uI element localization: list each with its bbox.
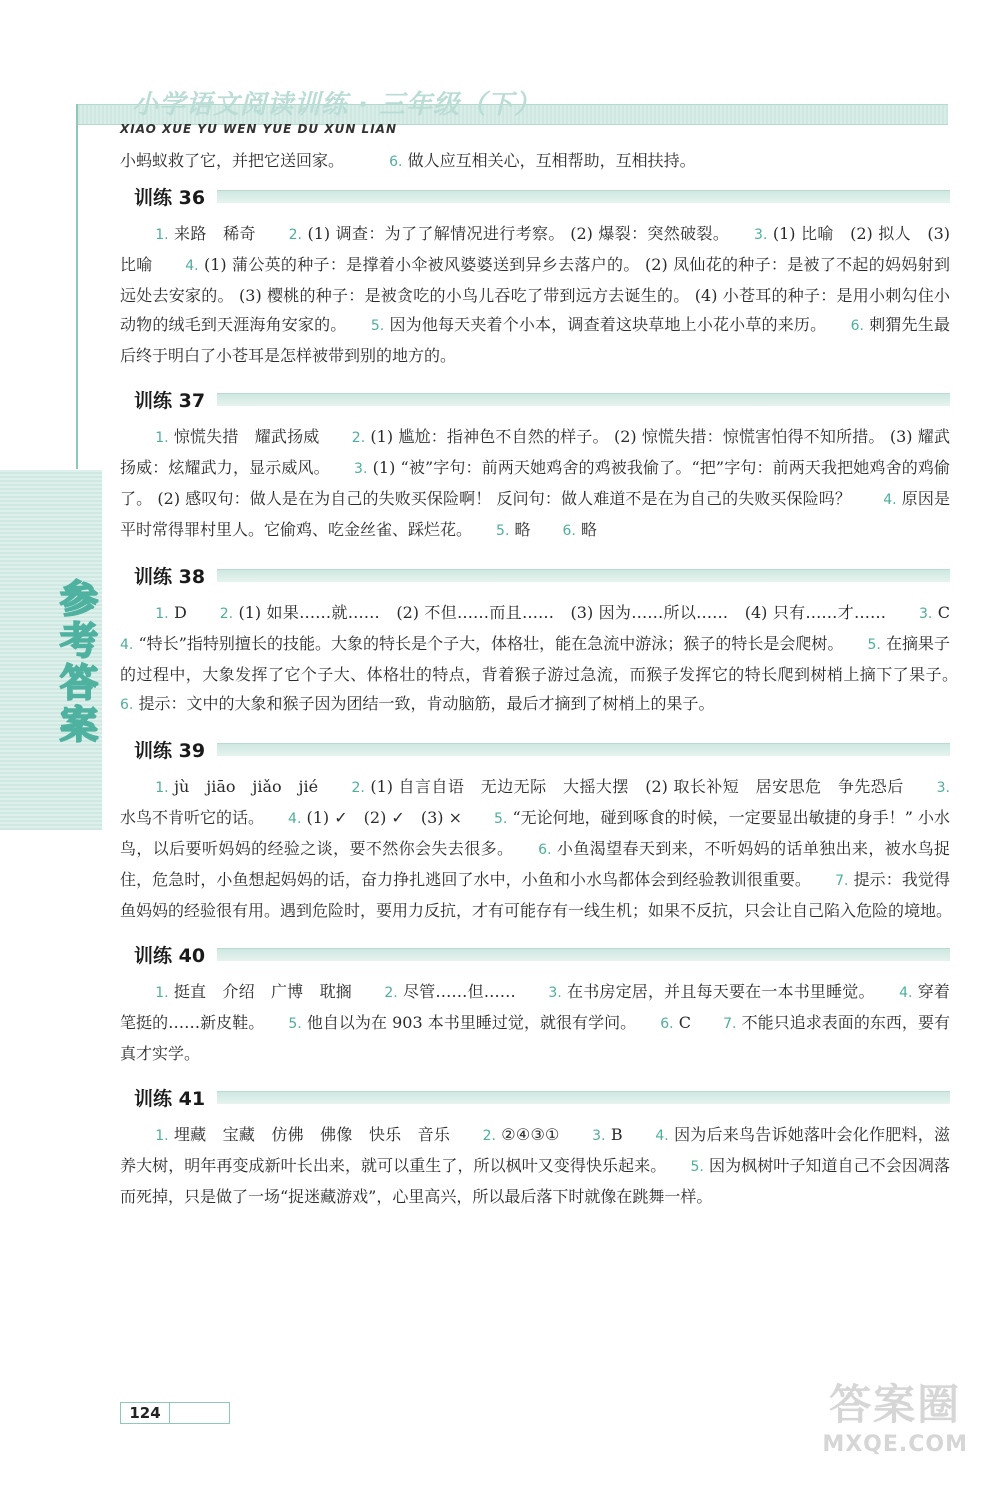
question-number: 5. bbox=[494, 811, 508, 827]
section-title: 训练 37 bbox=[134, 389, 206, 412]
question-number: 3. bbox=[548, 985, 562, 1001]
answer-text: jù jiāo jiǎo jié bbox=[174, 777, 319, 796]
question-number: 4. bbox=[120, 637, 134, 653]
question-number: 3. bbox=[754, 227, 768, 243]
question-number: 1. bbox=[155, 227, 169, 243]
question-number: 3. bbox=[592, 1128, 606, 1144]
answer-text: 挺直 介绍 广博 耽搁 bbox=[173, 982, 352, 1001]
section-title: 训练 40 bbox=[134, 944, 206, 967]
question-number: 4. bbox=[655, 1128, 669, 1144]
answer-text: (1) 调查：为了了解情况进行考察。 (2) 爆裂：突然破裂。 bbox=[307, 224, 722, 243]
answer-text: 在书房定居，并且每天要在一本书里睡觉。 bbox=[567, 982, 867, 1001]
question-number: 6. bbox=[660, 1016, 674, 1032]
question-number: 1. bbox=[155, 985, 169, 1001]
answer-content bbox=[120, 146, 950, 1221]
answer-text: 原因是平时常得罪村里人。它偷鸡、吃金丝雀、踩烂花。 bbox=[120, 489, 950, 539]
answer-text: 提示：我觉得鱼妈妈的经验很有用。遇到危险时，要用力反抗，才有可能存有一线生机；如果不反抗，只会让自己陷入危险的境地。 bbox=[120, 870, 950, 920]
answer-paragraph bbox=[120, 219, 950, 370]
question-number: 2. bbox=[288, 227, 302, 243]
section-title-band bbox=[217, 393, 950, 406]
question-number: 1. bbox=[155, 780, 169, 796]
page-number: 124 bbox=[121, 1403, 170, 1423]
answer-text: 提示：文中的大象和猴子因为团结一致，肯动脑筋，最后才摘到了树梢上的果子。 bbox=[138, 694, 707, 713]
answer-text: (1) “被”字句：前两天她鸡舍的鸡被我偷了。“把”字句：前两天我把她鸡舍的鸡偷了。 (2) 感叹句：做人是在为自己的失败买保险啊！ 反问句：做人难道不是在为自己的失败买保险吗？ bbox=[120, 458, 950, 508]
question-number: 1. bbox=[155, 430, 169, 446]
answer-paragraph bbox=[120, 598, 950, 720]
page-number-box bbox=[120, 1402, 230, 1424]
section-title-band bbox=[217, 1091, 950, 1104]
book-title: 小学语文阅读训练 · 三年级（下） bbox=[132, 90, 541, 120]
question-number: 6. bbox=[562, 523, 576, 539]
question-number: 2. bbox=[482, 1128, 496, 1144]
question-number: 3. bbox=[354, 461, 368, 477]
answer-text: 在摘果子的过程中，大象发挥了它个子大、体格壮的特点，背着猴子游过急流，而猴子发挥它的特长爬到树梢上摘下了果子。 bbox=[120, 634, 950, 684]
question-number: 1. bbox=[155, 606, 169, 622]
answer-text: 小鱼渴望春天到来，不听妈妈的话单独出来，被水鸟捉住，危急时，小鱼想起妈妈的话，奋力挣扎逃回了水中，小鱼和小水鸟都体会到经验教训很重要。 bbox=[120, 839, 950, 889]
answer-text: “特长”指特别擅长的技能。大象的特长是个子大，体格壮，能在急流中游泳；猴子的特长是会爬树。 bbox=[138, 634, 836, 653]
answer-text: 略 bbox=[514, 520, 531, 539]
answer-text: (1) 蒲公英的种子：是撑着小伞被风婆婆送到异乡去落户的。 (2) 凤仙花的种子：是被了不起的妈妈射到远处去安家的。 (3) 樱桃的种子：是被贪吃的小鸟儿吞吃了带到远方去诞生的。 (4) 小苍耳的种子：是用小刺勾住小动物的绒毛到天涯海角安家的。 bbox=[120, 255, 950, 334]
answer-text: C bbox=[678, 1013, 691, 1032]
question-number: 4. bbox=[883, 492, 897, 508]
sections-container bbox=[120, 177, 950, 1211]
question-number: 5. bbox=[867, 637, 881, 653]
answer-text: B bbox=[610, 1125, 623, 1144]
answer-paragraph bbox=[120, 422, 950, 546]
section-title-band bbox=[217, 743, 950, 756]
question-number: 6. bbox=[538, 842, 552, 858]
question-number: 4. bbox=[185, 258, 199, 274]
section-title: 训练 41 bbox=[134, 1087, 206, 1110]
question-number: 4. bbox=[288, 811, 302, 827]
answer-section bbox=[120, 380, 950, 546]
answer-text: C bbox=[937, 603, 950, 622]
question-number: 7. bbox=[723, 1016, 737, 1032]
answer-text: 因为他每天夹着个小本，调查着这块草地上小花小草的来历。 bbox=[389, 315, 819, 334]
answer-text: 不能只追求表面的东西，要有真才实学。 bbox=[120, 1013, 950, 1063]
question-number: 5. bbox=[288, 1016, 302, 1032]
answer-text: 来路 稀奇 bbox=[174, 224, 256, 243]
section-title-band bbox=[217, 948, 950, 961]
answer-text: 埋藏 宝藏 仿佛 佛像 快乐 音乐 bbox=[173, 1125, 451, 1144]
question-number: 2. bbox=[219, 606, 234, 622]
answer-text: (1) 自言自语 无边无际 大摇大摆 (2) 取长补短 居安思危 争先恐后 bbox=[370, 777, 904, 796]
section-title: 训练 36 bbox=[134, 186, 206, 209]
question-number: 5. bbox=[370, 318, 385, 334]
question-number: 1. bbox=[155, 1128, 169, 1144]
answer-text: (1) 如果……就…… (2) 不但……而且…… (3) 因为……所以…… (4) 只有……才…… bbox=[238, 603, 887, 622]
book-title-pinyin: XIAO XUE YU WEN YUE DU XUN LIAN bbox=[120, 122, 397, 136]
answer-text: (1) 尴尬：指神色不自然的样子。 (2) 惊慌失措：惊慌害怕得不知所措。 (3) 耀武扬威：炫耀武力，显示威风。 bbox=[120, 427, 950, 477]
answer-section bbox=[120, 556, 950, 720]
answer-text: 因为枫树叶子知道自己不会因凋落而死掉，只是做了一场“捉迷藏游戏”，心里高兴，所以最后落下时就像在跳舞一样。 bbox=[120, 1156, 950, 1206]
answer-section bbox=[120, 935, 950, 1068]
section-title-band bbox=[217, 569, 950, 582]
question-number: 5. bbox=[690, 1159, 704, 1175]
question-number: 6. bbox=[850, 318, 864, 334]
answer-paragraph bbox=[120, 772, 950, 925]
answer-text: 惊慌失措 耀武扬威 bbox=[173, 427, 320, 446]
section-title: 训练 39 bbox=[134, 739, 206, 762]
answer-text: 略 bbox=[580, 520, 597, 539]
answer-section bbox=[120, 1078, 950, 1211]
answer-section bbox=[120, 730, 950, 925]
section-title-band bbox=[217, 190, 950, 203]
answer-text: (1) ✓ (2) ✓ (3) × bbox=[306, 808, 462, 827]
question-number: 2. bbox=[351, 780, 365, 796]
answer-text: D bbox=[173, 603, 187, 622]
margin-rule bbox=[76, 104, 78, 469]
answer-text: 穿着笔挺的……新皮鞋。 bbox=[120, 982, 950, 1032]
continuation-line: 小蚂蚁救了它，并把它送回家。 6. 做人应互相关心，互相帮助，互相扶持。 bbox=[120, 151, 696, 170]
question-number: 4. bbox=[899, 985, 913, 1001]
answer-text: 尽管……但…… bbox=[403, 982, 516, 1001]
question-number: 2. bbox=[384, 985, 398, 1001]
question-number: 7. bbox=[835, 873, 849, 889]
answer-text: (1) 比喻 (2) 拟人 (3) 比喻 bbox=[120, 224, 950, 274]
question-number: 3. bbox=[918, 606, 933, 622]
question-number: 5. bbox=[496, 523, 510, 539]
question-number: 2. bbox=[351, 430, 366, 446]
answer-text: “无论何地，碰到啄食的时候，一定要显出敏捷的身手！” 小水鸟，以后要听妈妈的经验之谈，要不然你会失去很多。 bbox=[120, 808, 950, 858]
answer-section bbox=[120, 177, 950, 370]
page-header bbox=[0, 0, 1000, 150]
answer-text: 他自以为在 903 本书里睡过觉，就很有学问。 bbox=[306, 1013, 629, 1032]
answer-text: ②④③① bbox=[501, 1125, 560, 1144]
answer-text: 水鸟不肯听它的话。 bbox=[120, 808, 257, 827]
answer-paragraph bbox=[120, 1120, 950, 1211]
answer-text: 刺猬先生最后终于明白了小苍耳是怎样被带到别的地方的。 bbox=[120, 315, 950, 365]
site-watermark: 答案圈 MXQE.COM bbox=[822, 1380, 968, 1457]
section-title: 训练 38 bbox=[134, 565, 206, 588]
question-number: 3. bbox=[936, 780, 950, 796]
answer-text: 因为后来鸟告诉她落叶会化作肥料，滋养大树，明年再变成新叶长出来，就可以重生了，所以枫叶又变得快乐起来。 bbox=[120, 1125, 950, 1175]
side-label-answers: 参 考 答 案 bbox=[59, 577, 98, 747]
answer-paragraph bbox=[120, 977, 950, 1068]
question-number: 6. bbox=[120, 697, 134, 713]
